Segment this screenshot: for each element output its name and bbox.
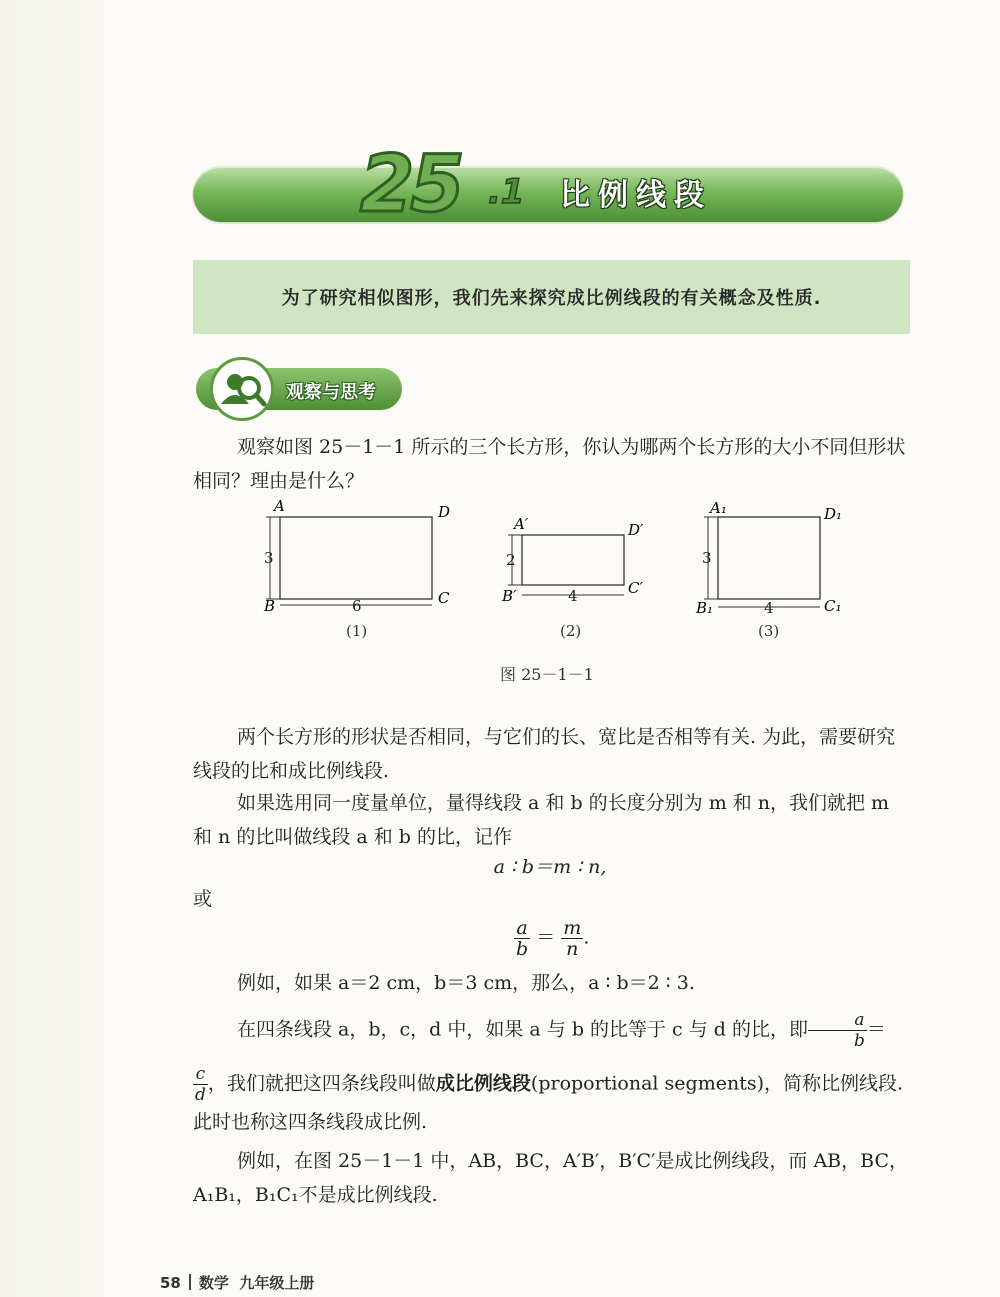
formula-fraction — [514, 918, 589, 959]
example-ratio: 例如，如果 a＝2 cm，b＝3 cm，那么，a ∶ b＝2 ∶ 3. — [237, 972, 695, 994]
observe-think-label: 观察与思考 — [286, 382, 376, 403]
frac-eq: ＝ — [536, 926, 556, 949]
example-figure: 例如，在图 25－1－1 中，AB，BC，A′B′，B′C′是成比例线段，而 AB，BC，A₁B₁，B₁C₁不是成比例线段. — [193, 1150, 908, 1206]
height-label-1: 3 — [264, 549, 274, 567]
rectangle-3 — [695, 499, 842, 617]
paragraph-proportional — [193, 1010, 913, 1051]
section-banner — [193, 166, 903, 222]
width-label-2: 4 — [568, 587, 578, 605]
label-B-prime: B′ — [502, 587, 517, 605]
rectangle-1 — [263, 497, 450, 615]
figure-caption: 图 25－1－1 — [500, 665, 594, 684]
label-A1: A₁ — [710, 499, 727, 517]
label-D: D — [438, 503, 451, 521]
footer-subject: 数学 — [198, 1274, 229, 1292]
width-label-3: 4 — [764, 599, 774, 617]
observe-think-icon — [210, 357, 274, 421]
proportional-def-a: ，我们就把这四条线段叫做 — [207, 1072, 436, 1095]
frac-b: b — [516, 938, 529, 960]
intro-text: 为了研究相似图形，我们先来探究成比例线段的有关概念及性质. — [281, 288, 822, 309]
section-number: 25 — [360, 140, 461, 230]
formula-ratio: a ∶ b＝m ∶ n, — [493, 856, 607, 878]
frac-a: a — [514, 918, 530, 939]
or-word: 或 — [193, 888, 213, 910]
label-B: B — [264, 597, 276, 615]
frac-m: m — [563, 917, 582, 939]
frac4-den: d — [195, 1085, 206, 1105]
intro-box — [193, 260, 910, 334]
frac-n: n — [566, 938, 579, 960]
term-proportional-segments: 成比例线段 — [435, 1072, 531, 1095]
subcaption-1: (1) — [346, 622, 368, 640]
label-A-prime: A′ — [514, 515, 529, 533]
frac4-num: c — [193, 1064, 208, 1085]
label-D-prime: D′ — [628, 521, 644, 539]
observe-paragraph: 观察如图 25－1－1 所示的三个长方形，你认为哪两个长方形的大小不同但形状相同？理由是什么？ — [193, 436, 906, 492]
frac3-num: a — [808, 1010, 867, 1031]
section-title: 比例线段 — [560, 178, 712, 213]
label-C1: C₁ — [824, 597, 842, 615]
paragraph-definition: 如果选用同一度量单位，量得线段 a 和 b 的长度分别为 m 和 n，我们就把 m 和 n 的比叫做线段 a 和 b 的比，记作 — [193, 792, 890, 848]
footer-divider — [189, 1274, 191, 1290]
rectangle-2 — [501, 515, 644, 605]
label-C: C — [438, 589, 450, 607]
subcaption-2: (2) — [560, 622, 582, 640]
page-fold — [0, 0, 104, 1297]
label-B1: B₁ — [696, 599, 714, 617]
height-label-2: 2 — [506, 551, 516, 569]
height-label-3: 3 — [702, 549, 712, 567]
section-subnumber: .1 — [488, 172, 525, 212]
label-A: A — [274, 497, 285, 515]
page-number: 58 — [160, 1274, 181, 1292]
proportional-text: 在四条线段 a，b，c，d 中，如果 a 与 b 的比等于 c 与 d 的比，即 — [237, 1018, 808, 1041]
label-C-prime: C′ — [628, 579, 643, 597]
label-D1: D₁ — [824, 505, 843, 523]
width-label-1: 6 — [352, 597, 362, 615]
paragraph-proportional-def — [193, 1064, 913, 1139]
magnifier-person-icon — [213, 360, 271, 418]
subcaption-3: (3) — [758, 622, 780, 640]
proportional-def-b: (proportional segments)，简称比例线段. 此时也称这四条线段成比例. — [193, 1072, 904, 1133]
page-footer — [160, 1272, 314, 1293]
frac3-den: b — [854, 1031, 865, 1051]
frac-end: . — [583, 926, 590, 949]
paragraph-ratio-shape: 两个长方形的形状是否相同，与它们的长、宽比是否相等有关. 为此，需要研究线段的比和成比例线段. — [193, 726, 896, 782]
frac3-eq: ＝ — [866, 1018, 886, 1041]
footer-grade: 九年级上册 — [239, 1274, 315, 1292]
